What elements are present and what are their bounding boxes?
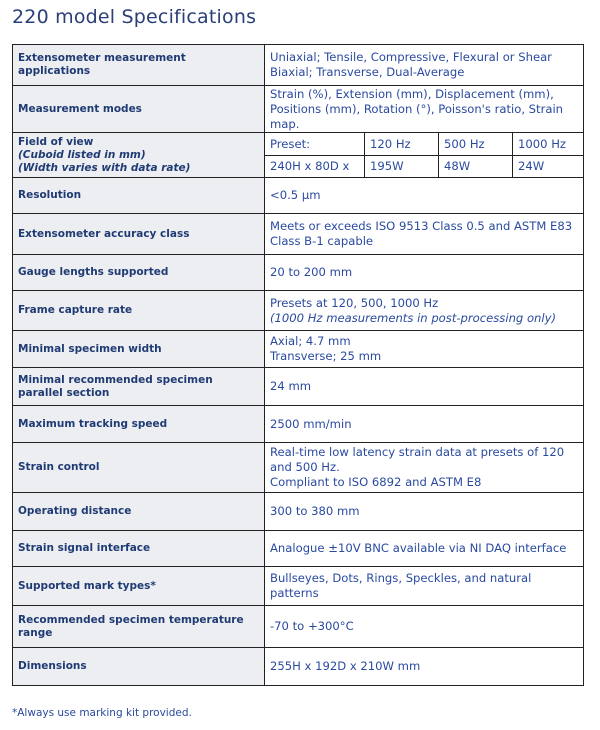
fov-1000hz-width: 24W [513,156,584,178]
spec-value: Meets or exceeds ISO 9513 Class 0.5 and ASTM E83 Class B-1 capable [265,214,584,255]
spec-label: Resolution [13,178,265,214]
spec-value-text: Axial; 4.7 mm Transverse; 25 mm [270,334,382,363]
field-of-view-title: Field of view [18,135,94,148]
table-row [13,331,584,368]
table-row-field-of-view [13,133,584,156]
spec-label: Recommended specimen temperature range [13,606,265,648]
spec-value: -70 to +300°C [265,606,584,648]
spec-label: Maximum tracking speed [13,406,265,443]
spec-value: 255H x 192D x 210W mm [265,648,584,686]
spec-label: Strain control [13,443,265,493]
spec-label: Frame capture rate [13,291,265,331]
spec-value [265,291,584,331]
field-of-view-label [13,133,265,178]
spec-label: Minimal recommended specimen parallel section [13,368,265,406]
spec-value: 300 to 380 mm [265,493,584,531]
fov-120hz-width: 195W [365,156,439,178]
fov-preset-header: Preset: [265,133,365,156]
spec-label: Supported mark types* [13,567,265,606]
field-of-view-sublabel: (Cuboid listed in mm) [18,148,146,161]
spec-label: Extensometer measurement applications [13,45,265,86]
table-row [13,291,584,331]
table-row [13,178,584,214]
spec-label: Extensometer accuracy class [13,214,265,255]
table-row [13,606,584,648]
table-row [13,567,584,606]
spec-value: 24 mm [265,368,584,406]
spec-value: Analogue ±10V BNC available via NI DAQ interface [265,531,584,567]
table-row [13,531,584,567]
fov-500hz-header: 500 Hz [439,133,513,156]
table-row [13,493,584,531]
spec-value [265,443,584,493]
spec-value [265,45,584,86]
page-title: 220 model Specifications [12,6,257,28]
spec-value [265,331,584,368]
spec-value-note: (1000 Hz measurements in post-processing only) [270,310,557,325]
table-row [13,443,584,493]
specifications-table [12,44,584,686]
spec-value: 2500 mm/min [265,406,584,443]
spec-value: <0.5 µm [265,178,584,214]
spec-label: Gauge lengths supported [13,255,265,291]
field-of-view-sublabel: (Width varies with data rate) [18,161,191,174]
table-row [13,214,584,255]
fov-120hz-header: 120 Hz [365,133,439,156]
table-row [13,45,584,86]
fov-1000hz-header: 1000 Hz [513,133,584,156]
spec-value-text: Uniaxial; Tensile, Compressive, Flexural or Shear Biaxial; Transverse, Dual-Average [270,50,552,79]
fov-500hz-width: 48W [439,156,513,178]
spec-label: Operating distance [13,493,265,531]
spec-label: Dimensions [13,648,265,686]
fov-base-dimensions: 240H x 80D x [265,156,365,178]
spec-label: Measurement modes [13,86,265,133]
spec-value: Strain (%), Extension (mm), Displacement (mm), Positions (mm), Rotation (°), Poisson's ratio, Strain map. [265,86,584,133]
table-row [13,648,584,686]
spec-value: Bullseyes, Dots, Rings, Speckles, and natural patterns [265,567,584,606]
table-row [13,368,584,406]
table-row [13,255,584,291]
spec-label: Minimal specimen width [13,331,265,368]
table-row [13,406,584,443]
spec-value: 20 to 200 mm [265,255,584,291]
spec-value-text: Real-time low latency strain data at presets of 120 and 500 Hz. Compliant to ISO 6892 and ASTM E8 [270,445,565,489]
spec-label: Strain signal interface [13,531,265,567]
spec-value-text: Presets at 120, 500, 1000 Hz [270,295,439,310]
footnote: *Always use marking kit provided. [12,707,192,719]
table-row [13,86,584,133]
